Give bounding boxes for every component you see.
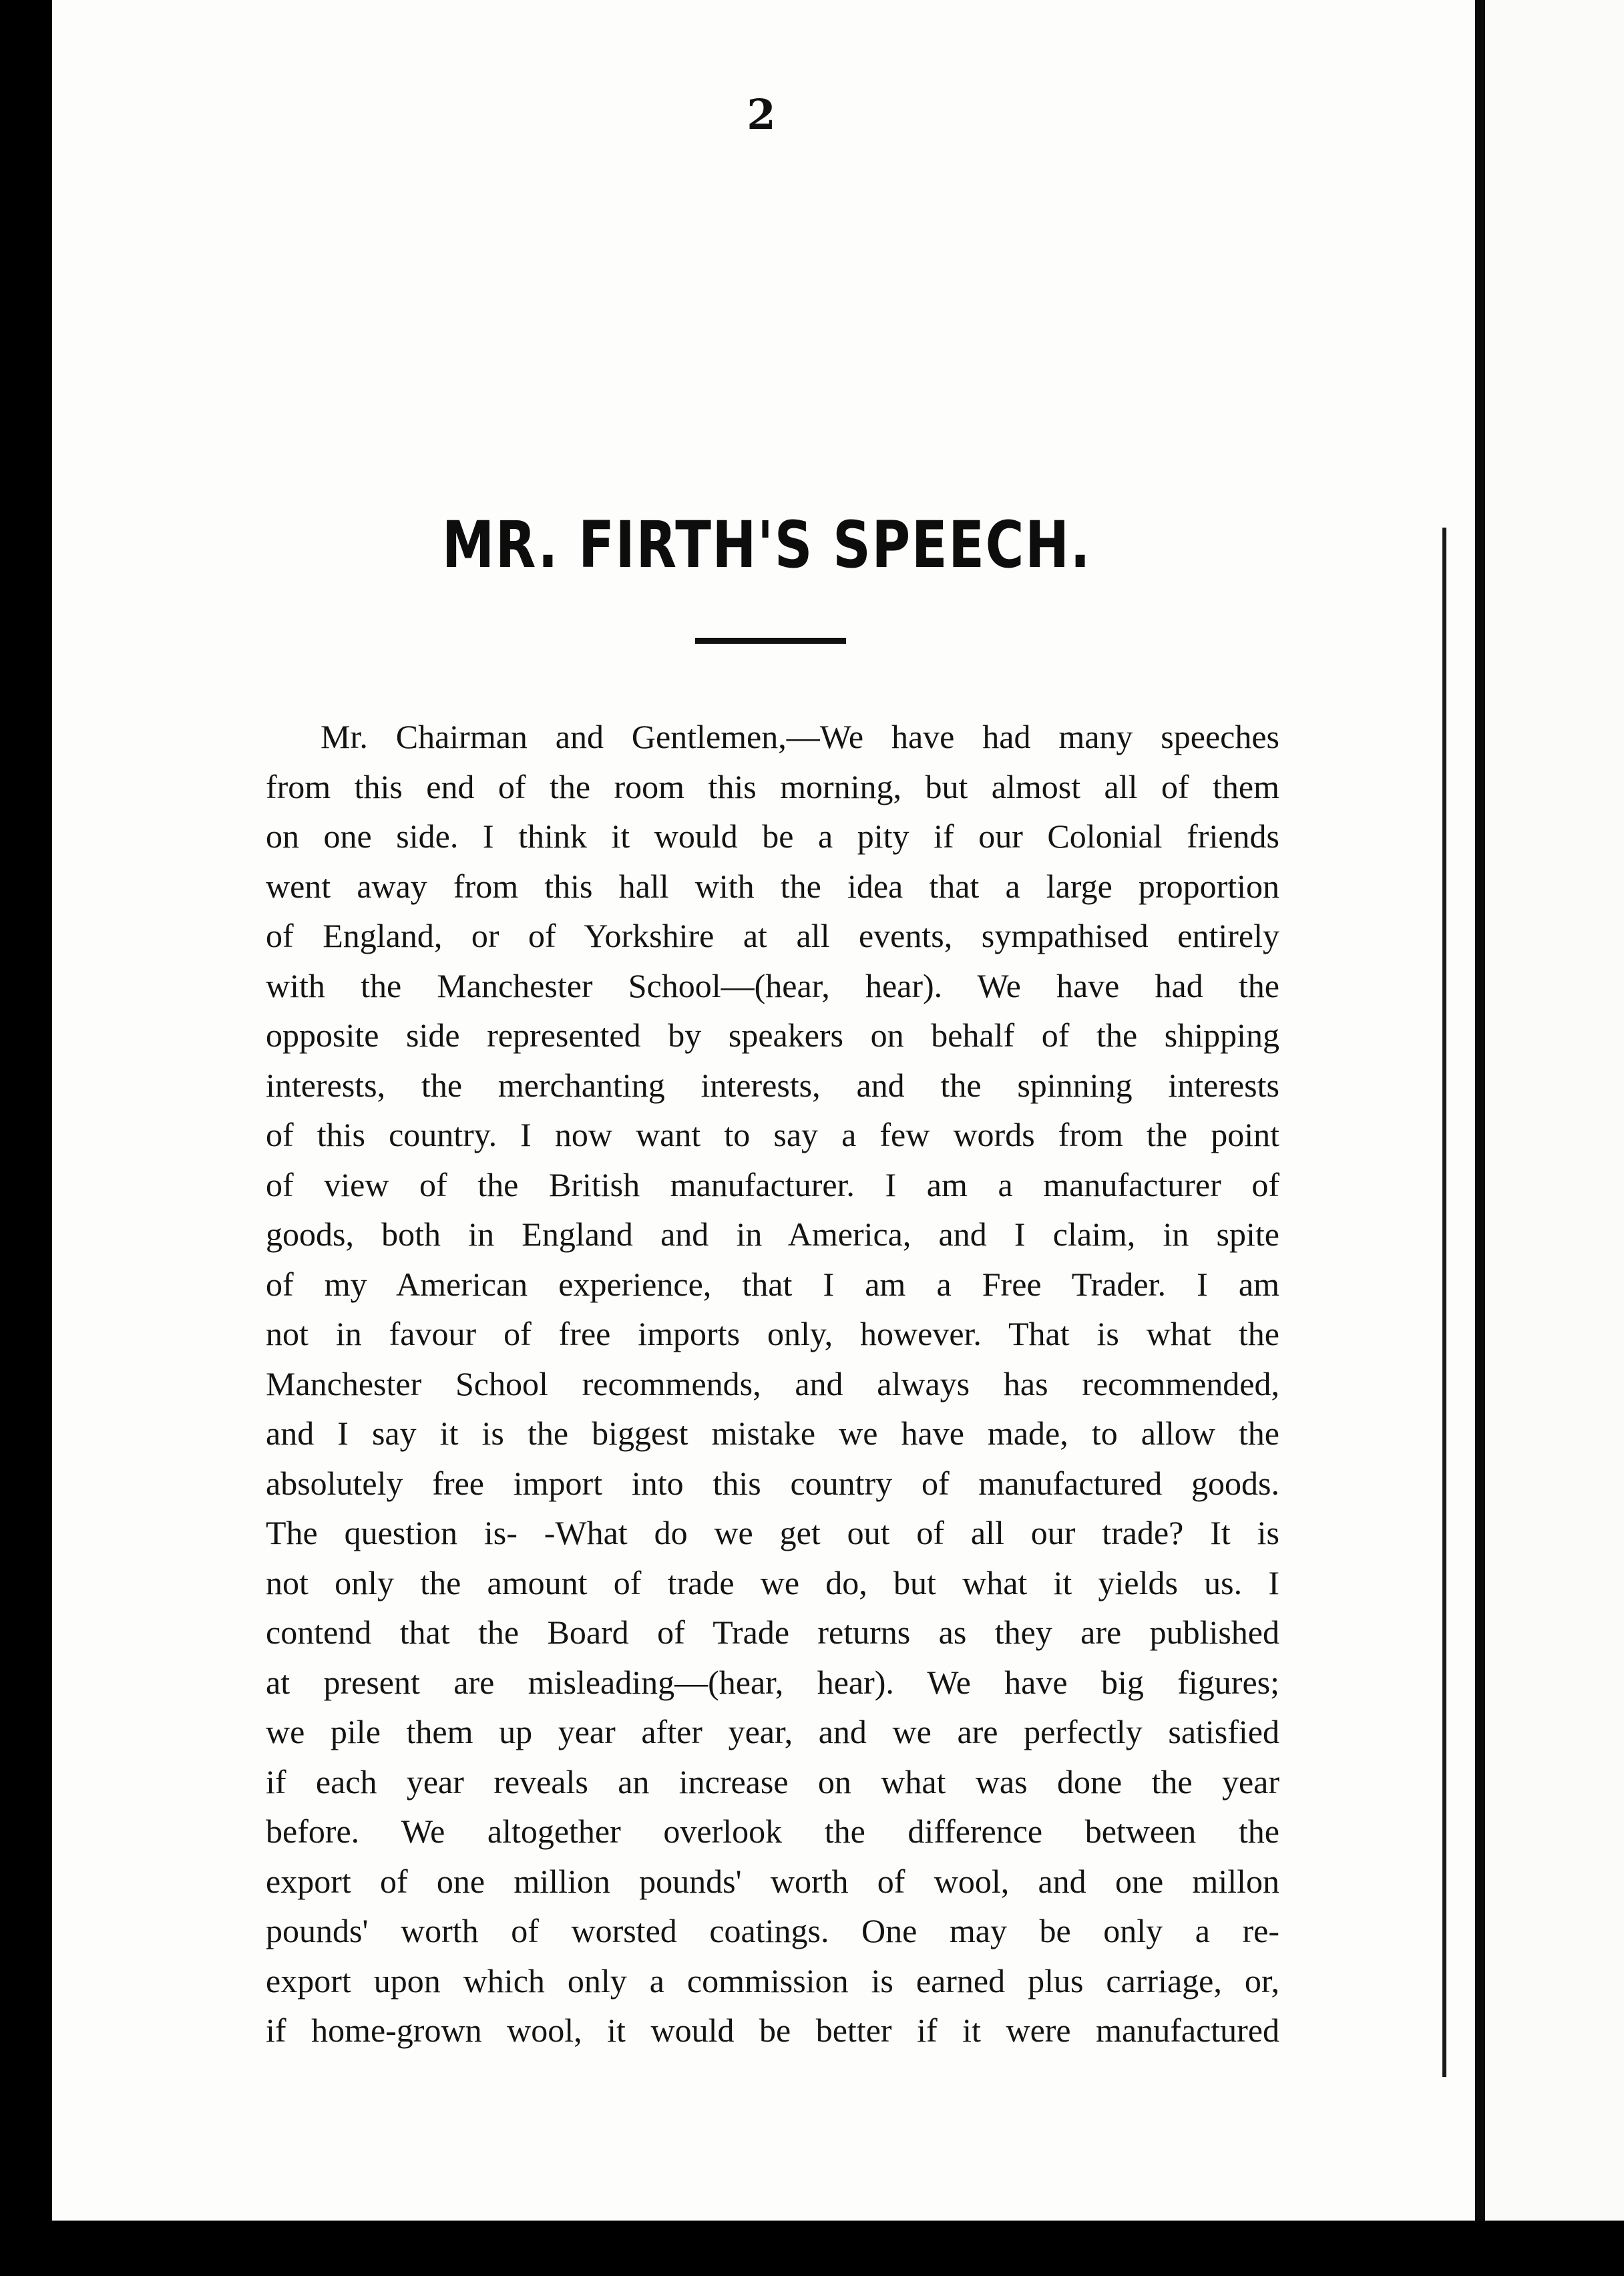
speech-body bbox=[266, 712, 1279, 2056]
body-line: Mr. Chairman and Gentlemen,—We have had many speeches bbox=[321, 718, 1279, 755]
body-line: of my American experience, that I am a Free Trader. I am bbox=[266, 1265, 1279, 1303]
body-line: if home-grown wool, it would be better if it were manufactured bbox=[266, 2012, 1279, 2049]
body-line: from this end of the room this morning, but almost all of them bbox=[266, 767, 1279, 805]
body-line: on one side. I think it would be a pity if our Colonial friends bbox=[266, 817, 1279, 855]
body-line: if each year reveals an increase on what was done the year bbox=[266, 1762, 1279, 1800]
body-line: export upon which only a commission is earned plus carriage, or, bbox=[266, 1961, 1279, 2000]
body-line: pounds' worth of worsted coatings. One may be only a re- bbox=[266, 1912, 1279, 1949]
body-line: The question is- -What do we get out of all our trade? It is bbox=[266, 1514, 1279, 1551]
page-gutter bbox=[1475, 0, 1485, 2221]
body-line: export of one million pounds' worth of wool, and one millon bbox=[266, 1862, 1279, 1900]
body-line: contend that the Board of Trade returns as they are published bbox=[266, 1614, 1279, 1651]
body-line: of England, or of Yorkshire at all events, sympathised entirely bbox=[266, 917, 1279, 954]
body-line: we pile them up year after year, and we are perfectly satisfied bbox=[266, 1713, 1279, 1750]
body-line: absolutely free import into this country of manufactured goods. bbox=[266, 1464, 1279, 1502]
body-line: goods, both in England and in America, and I claim, in spite bbox=[266, 1215, 1279, 1253]
body-line: with the Manchester School—(hear, hear). We have had the bbox=[266, 966, 1279, 1004]
body-line: opposite side represented by speakers on behalf of the shipping bbox=[266, 1016, 1279, 1054]
page-edge-shadow bbox=[1442, 528, 1446, 2077]
body-line: went away from this hall with the idea that a large proportion bbox=[266, 867, 1279, 905]
body-line: before. We altogether overlook the difference between the bbox=[266, 1813, 1279, 1850]
body-line: of this country. I now want to say a few words from the point bbox=[266, 1116, 1279, 1153]
body-line: at present are misleading—(hear, hear). We have big figures; bbox=[266, 1663, 1279, 1701]
body-line: Manchester School recommends, and always has recommended, bbox=[266, 1364, 1279, 1402]
page-title: MR. FIRTH'S SPEECH. bbox=[441, 508, 1092, 582]
body-line: not in favour of free imports only, however. That is what the bbox=[266, 1315, 1279, 1352]
body-line: not only the amount of trade we do, but what it yields us. I bbox=[266, 1563, 1279, 1601]
body-line: of view of the British manufacturer. I am a manufacturer of bbox=[266, 1165, 1279, 1203]
body-line: interests, the merchanting interests, and the spinning interests bbox=[266, 1066, 1279, 1104]
title-rule bbox=[695, 638, 846, 644]
body-line: and I say it is the biggest mistake we have made, to allow the bbox=[266, 1414, 1279, 1452]
facing-page-edge bbox=[1485, 0, 1624, 2221]
page-number: 2 bbox=[747, 90, 776, 139]
